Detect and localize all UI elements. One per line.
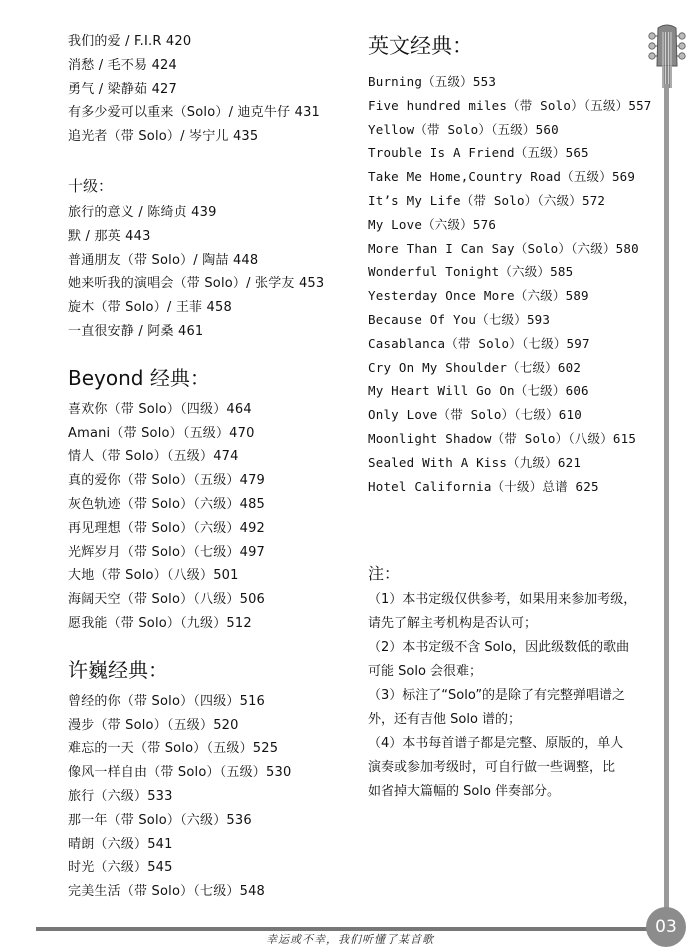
list-item: Five hundred miles（带 Solo）（五级）557	[368, 97, 652, 113]
list-item: 旅行的意义 / 陈绮贞 439	[68, 204, 217, 220]
list-item: 她来听我的演唱会（带 Solo）/ 张学友 453	[68, 276, 325, 292]
list-item: Trouble Is A Friend（五级）565	[368, 145, 589, 161]
list-item: 时光（六级）545	[68, 860, 173, 876]
list-item: My Heart Will Go On（七级）606	[368, 383, 589, 399]
list-item: Cry On My Shoulder（七级）602	[368, 359, 582, 375]
note-line: （1）本书定级仅供参考，如果用来参加考级，	[368, 592, 637, 608]
xuwei-list	[68, 690, 358, 904]
list-item: My Love（六级）576	[368, 216, 497, 232]
list-item: 真的爱你（带 Solo）（五级）479	[68, 473, 266, 489]
left-column	[68, 30, 358, 904]
list-item: 追光者（带 Solo）/ 岑宁儿 435	[68, 129, 259, 145]
list-item: Yesterday Once More（六级）589	[368, 288, 589, 304]
list-item: 曾经的你（带 Solo）（四级）516	[68, 693, 266, 709]
list-item: 晴朗（六级）541	[68, 836, 173, 852]
note-line: （3）标注了“Solo”的是除了有完整弹唱谱之	[368, 688, 626, 704]
level10-list	[68, 201, 358, 344]
english-list	[368, 70, 668, 498]
list-item: 有多少爱可以重来（Solo）/ 迪克牛仔 431	[68, 105, 321, 121]
list-item: 那一年（带 Solo）（六级）536	[68, 812, 252, 828]
list-item: Only Love（带 Solo）（七级）610	[368, 407, 582, 423]
list-item: 喜欢你（带 Solo）（四级）464	[68, 401, 252, 417]
section-heading-xuwei: 许巍经典：	[68, 657, 168, 682]
list-item: Amani（带 Solo）（五级）470	[68, 425, 255, 441]
footer-slogan: 幸运或不幸，我们听懂了某首歌	[266, 933, 434, 946]
list-item: 旅行（六级）533	[68, 788, 173, 804]
list-item: 像风一样自由（带 Solo）（五级）530	[68, 765, 292, 781]
list-item: 情人（带 Solo）（五级）474	[68, 449, 239, 465]
section-heading-english: 英文经典：	[368, 34, 473, 58]
list-item: 完美生活（带 Solo）（七级）548	[68, 884, 266, 900]
note-line: （2）本书定级不含 Solo，因此级数低的歌曲	[368, 640, 630, 656]
note-line: 演奏或参加考级时，可自行做一些调整，比	[368, 760, 616, 776]
list-item: Hotel California（十级）总谱 625	[368, 478, 599, 494]
section-heading-level10: 十级：	[68, 176, 114, 195]
list-item: 勇气 / 梁静茹 427	[68, 81, 177, 97]
page-number: 03	[646, 907, 686, 947]
list-item: Sealed With A Kiss（九级）621	[368, 454, 582, 470]
continued-list	[68, 30, 358, 149]
list-item: It’s My Life（带 Solo）（六级）572	[368, 192, 606, 208]
list-item: 消愁 / 毛不易 424	[68, 57, 177, 73]
list-item: 默 / 那英 443	[68, 228, 151, 244]
list-item: More Than I Can Say（Solo）（六级）580	[368, 240, 639, 256]
note-line: 外，还有吉他 Solo 谱的；	[368, 712, 522, 728]
list-item: 海阔天空（带 Solo）（八级）506	[68, 592, 266, 608]
list-item: 灰色轨迹（带 Solo）（六级）485	[68, 496, 266, 512]
right-column	[368, 30, 668, 804]
list-item: 漫步（带 Solo）（五级）520	[68, 717, 239, 733]
list-item: 大地（带 Solo）（八级）501	[68, 568, 239, 584]
notes-block	[368, 588, 668, 804]
list-item: Because Of You（七级）593	[368, 311, 551, 327]
note-line: 请先了解主考机构是否认可；	[368, 616, 538, 632]
list-item: 旋木（带 Solo）/ 王菲 458	[68, 300, 232, 316]
list-item: 再见理想（带 Solo）（六级）492	[68, 520, 266, 536]
list-item: 难忘的一天（带 Solo）（五级）525	[68, 741, 279, 757]
list-item: Wonderful Tonight（六级）585	[368, 264, 574, 280]
list-item: Burning（五级）553	[368, 74, 497, 89]
note-line: 如省掉大篇幅的 Solo 伴奏部分。	[368, 784, 561, 800]
list-item: Casablanca（带 Solo）（七级）597	[368, 335, 590, 351]
list-item: Take Me Home,Country Road（五级）569	[368, 169, 636, 185]
list-item: 我们的爱 / F.I.R 420	[68, 34, 192, 49]
note-line: 可能 Solo 会很难；	[368, 664, 483, 680]
list-item: 一直很安静 / 阿桑 461	[68, 323, 204, 339]
beyond-list	[68, 398, 358, 636]
list-item: 光辉岁月（带 Solo）（七级）497	[68, 544, 266, 560]
list-item: 普通朋友（带 Solo）/ 陶喆 448	[68, 252, 259, 268]
list-item: Yellow（带 Solo）（五级）560	[368, 121, 559, 137]
notes-heading: 注：	[368, 564, 401, 584]
note-line: （4）本书每首谱子都是完整、原版的，单人	[368, 736, 624, 752]
list-item: Moonlight Shadow（带 Solo）（八级）615	[368, 430, 637, 446]
section-heading-beyond: Beyond 经典：	[68, 365, 210, 390]
list-item: 愿我能（带 Solo）（九级）512	[68, 615, 252, 631]
